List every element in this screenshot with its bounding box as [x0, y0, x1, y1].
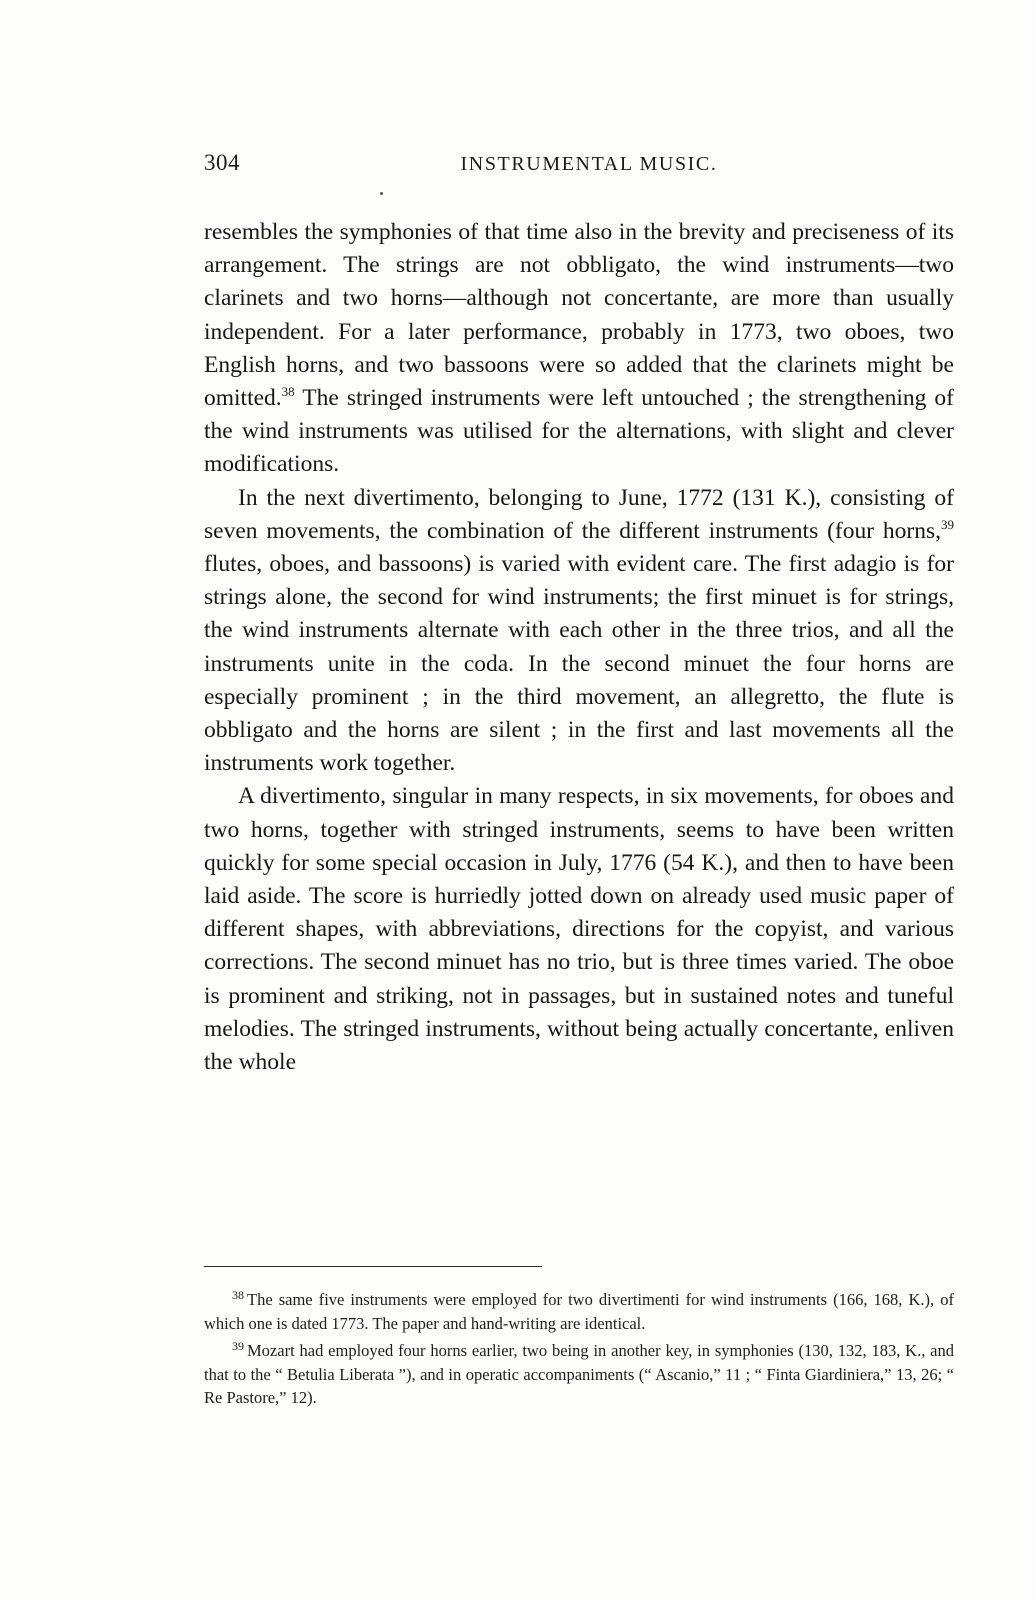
- footnote-divider: [204, 1266, 542, 1267]
- paragraph-1-text-before: resembles the symphonies of that time also in the brevity and preciseness of its arrangement. The strings are not obbligato, the wind instruments—two clarinets and two horns—although not concertante, are more than usually independent. For a later performance, probably in 1773, two oboes, two English horns, and two bassoons were so added that the clarinets might be omitted.: [204, 219, 954, 412]
- paragraph-1: [204, 216, 954, 482]
- paragraph-3-text: A divertimento, singular in many respects, in six movements, for oboes and two horns, together with stringed instruments, seems to have been written quickly for some special occasion in July, 1776 (54 K.), and then to have been laid aside. The score is hurriedly jotted down on already used music paper of different shapes, with abbreviations, directions for the copyist, and various corrections. The second minuet has no trio, but is three times varied. The oboe is prominent and striking, not in passages, but in sustained notes and tuneful melodies. The stringed instruments, without being actually concertante, enliven the whole: [204, 783, 954, 1076]
- footnote-ref-38[interactable]: 38: [281, 384, 295, 400]
- paragraph-2-text-after: flutes, oboes, and bassoons) is varied with evident care. The first adagio is for strings alone, the second for wind instruments; the first minuet is for strings, the wind instruments alternate with each other in the three trios, and all the instruments unite in the coda. In the second minuet the four horns are especially prominent ; in the third movement, an allegretto, the flute is obbligato and the horns are silent ; in the first and last movements all the instruments work together.: [204, 551, 954, 777]
- footnote-39-mark: 39: [232, 1338, 244, 1353]
- page-number: 304: [204, 150, 240, 175]
- paragraph-3: [204, 780, 954, 1079]
- paragraph-1-text-after: The stringed instruments were left untouched ; the strengthening of the wind instruments was utilised for the alternations, with slight and clever modifications.: [204, 385, 954, 478]
- paragraph-2: [204, 482, 954, 781]
- footnote-39: [204, 1339, 954, 1410]
- footnote-39-text: Mozart had employed four horns earlier, two being in another key, in symphonies (130, 132, 183, K., and that to the “ Betulia Liberata ”), and in operatic accompaniments (“ Ascanio,” 11 ; “ Finta Giardiniera,” 13, 26; “ Re Pastore,” 12).: [204, 1341, 954, 1407]
- footnote-38: [204, 1288, 954, 1335]
- running-title: INSTRUMENTAL MUSIC.: [460, 153, 718, 175]
- paragraph-2-text-before: In the next divertimento, belonging to June, 1772 (131 K.), consisting of seven movements, the combination of the different instruments (four horns,: [204, 484, 954, 544]
- footnote-38-text: The same five instruments were employed for two divertimenti for wind instruments (166, 168, K.), of which one is dated 1773. The paper and hand-writing are identical.: [204, 1290, 954, 1333]
- footnote-38-mark: 38: [232, 1287, 244, 1302]
- page-content: [204, 150, 954, 1079]
- running-head: [204, 150, 954, 176]
- footnote-block: [204, 1288, 954, 1414]
- footnote-ref-39[interactable]: 39: [941, 517, 954, 532]
